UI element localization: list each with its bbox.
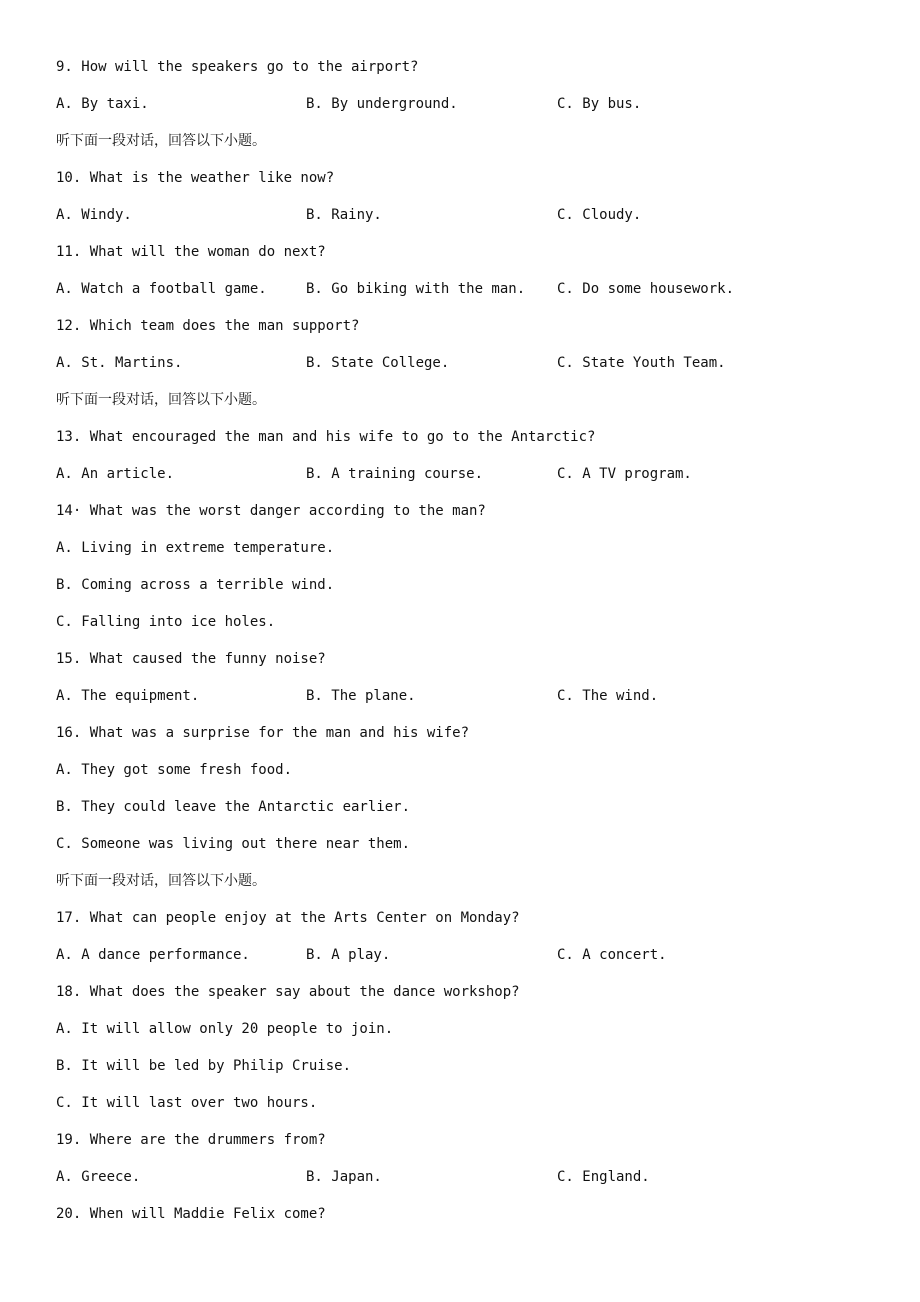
option-a: A. The equipment. [56, 688, 200, 704]
section-instruction: 听下面一段对话，回答以下小题。 [56, 133, 266, 149]
option-b: B. State College. [306, 355, 450, 371]
option-b: B. Japan. [306, 1169, 382, 1185]
option-c: C. State Youth Team. [557, 355, 726, 371]
option-b: B. A training course. [306, 466, 484, 482]
option-b: B. By underground. [306, 96, 458, 112]
question-9: 9. How will the speakers go to the airport? [56, 59, 419, 75]
option-c: C. The wind. [557, 688, 659, 704]
option-a: A. By taxi. [56, 96, 149, 112]
option-a: A. A dance performance. [56, 947, 250, 963]
option-line-14b: B. Coming across a terrible wind. [56, 577, 335, 593]
question-15: 15. What caused the funny noise? [56, 651, 326, 667]
option-line-18a: A. It will allow only 20 people to join. [56, 1021, 394, 1037]
option-c: C. England. [557, 1169, 650, 1185]
option-c: C. A TV program. [557, 466, 692, 482]
question-12: 12. Which team does the man support? [56, 318, 360, 334]
option-b: B. The plane. [306, 688, 416, 704]
question-16: 16. What was a surprise for the man and his wife? [56, 725, 470, 741]
option-a: A. St. Martins. [56, 355, 183, 371]
question-20: 20. When will Maddie Felix come? [56, 1206, 326, 1222]
question-17: 17. What can people enjoy at the Arts Center on Monday? [56, 910, 520, 926]
option-a: A. Windy. [56, 207, 132, 223]
option-a: A. An article. [56, 466, 175, 482]
question-13: 13. What encouraged the man and his wife to go to the Antarctic? [56, 429, 596, 445]
option-c: C. Do some housework. [557, 281, 735, 297]
option-a: A. Watch a football game. [56, 281, 267, 297]
option-line-14c: C. Falling into ice holes. [56, 614, 276, 630]
question-10: 10. What is the weather like now? [56, 170, 335, 186]
option-line-18c: C. It will last over two hours. [56, 1095, 318, 1111]
question-18: 18. What does the speaker say about the dance workshop? [56, 984, 520, 1000]
option-c: C. By bus. [557, 96, 642, 112]
option-a: A. Greece. [56, 1169, 141, 1185]
question-14: 14· What was the worst danger according to the man? [56, 503, 486, 519]
question-11: 11. What will the woman do next? [56, 244, 326, 260]
option-line-18b: B. It will be led by Philip Cruise. [56, 1058, 352, 1074]
option-b: B. A play. [306, 947, 391, 963]
option-line-16b: B. They could leave the Antarctic earlier. [56, 799, 411, 815]
option-c: C. Cloudy. [557, 207, 642, 223]
option-c: C. A concert. [557, 947, 667, 963]
section-instruction: 听下面一段对话，回答以下小题。 [56, 873, 266, 889]
option-line-16c: C. Someone was living out there near them. [56, 836, 411, 852]
question-19: 19. Where are the drummers from? [56, 1132, 326, 1148]
option-line-14a: A. Living in extreme temperature. [56, 540, 335, 556]
option-b: B. Go biking with the man. [306, 281, 526, 297]
section-instruction: 听下面一段对话，回答以下小题。 [56, 392, 266, 408]
option-b: B. Rainy. [306, 207, 382, 223]
option-line-16a: A. They got some fresh food. [56, 762, 293, 778]
